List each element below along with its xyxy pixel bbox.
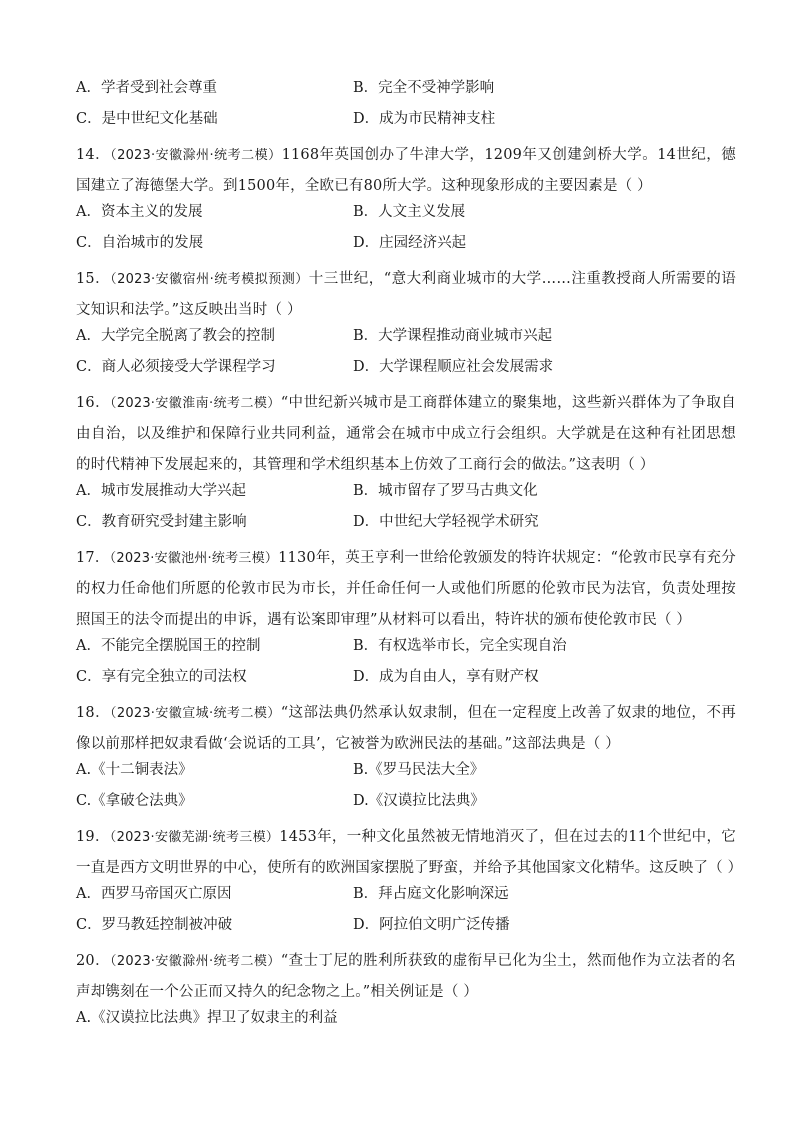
- option-c[interactable]: C．罗马教廷控制被冲破: [76, 917, 233, 933]
- option-b[interactable]: B．有权选举市长，完全实现自治: [353, 638, 567, 654]
- option-b[interactable]: B．人文主义发展: [353, 204, 466, 220]
- option-b[interactable]: B．大学课程推动商业城市兴起: [353, 328, 553, 344]
- question-14: [76, 140, 736, 253]
- option-d[interactable]: D．成为市民精神支柱: [353, 111, 496, 127]
- options-row: [76, 233, 736, 253]
- options-row: [76, 760, 736, 780]
- option-d[interactable]: D．大学课程顺应社会发展需求: [353, 359, 554, 375]
- question-number: 15．: [76, 271, 111, 287]
- question-source: （2023·安徽芜湖·统考三模）: [109, 830, 280, 845]
- options-row: [76, 326, 736, 346]
- question-number: 20．: [76, 953, 110, 969]
- question-source: （2023·安徽滁州·统考二模）: [110, 148, 282, 163]
- question-number: 18．: [76, 705, 110, 721]
- question-16: [76, 388, 736, 532]
- question-source: （2023·安徽宣城·统考二模）: [110, 706, 281, 721]
- option-a[interactable]: A．不能完全摆脱国王的控制: [76, 638, 261, 654]
- option-d[interactable]: D．成为自由人，享有财产权: [353, 669, 539, 685]
- option-c[interactable]: C．享有完全独立的司法权: [76, 669, 247, 685]
- question-source: （2023·安徽池州·统考三模）: [109, 551, 279, 566]
- question-stem: [76, 140, 736, 202]
- option-a[interactable]: A．资本主义的发展: [76, 204, 203, 220]
- question-stem: [76, 698, 736, 760]
- question-18: [76, 698, 736, 811]
- options-row: [76, 915, 736, 935]
- option-c[interactable]: C.《拿破仑法典》: [76, 793, 193, 809]
- option-a[interactable]: A．大学完全脱离了教会的控制: [76, 328, 275, 344]
- option-c[interactable]: C．是中世纪文化基础: [76, 111, 218, 127]
- question-stem: [76, 946, 736, 1008]
- question-number: 17．: [76, 550, 110, 566]
- question-15: [76, 264, 736, 377]
- option-a[interactable]: A．学者受到社会尊重: [76, 80, 217, 96]
- option-b[interactable]: B．城市留存了罗马古典文化: [353, 483, 538, 499]
- question-source: （2023·安徽淮南·统考二模）: [110, 396, 281, 411]
- question-text: 1168年英国创办了牛津大学，1209年又创建剑桥大学。14世纪，德国建立了海德堡大学。到1500年，全欧已有80所大学。这种现象形成的主要因素是（ ）: [76, 147, 736, 194]
- question-17: [76, 543, 736, 687]
- option-c[interactable]: C．自治城市的发展: [76, 235, 204, 251]
- question-stem: [76, 388, 736, 481]
- question-19: [76, 822, 743, 935]
- question-text: 1453年，一种文化虽然被无情地消灭了，但在过去的11个世纪中，它一直是西方文明世界的中心，使所有的欧洲国家摆脱了野蛮，并给予其他国家文化精华。这反映了（ ）: [76, 829, 743, 876]
- exam-page: [76, 78, 743, 1039]
- options-row: [76, 884, 736, 904]
- question-stem: [76, 822, 743, 884]
- options-row: [76, 109, 736, 129]
- option-a[interactable]: A.《十二铜表法》: [76, 762, 193, 778]
- options-row: [76, 667, 736, 687]
- options-row: [76, 1008, 736, 1028]
- question-number: 19．: [76, 829, 110, 845]
- question-13-options: [76, 78, 736, 129]
- option-b[interactable]: B．完全不受神学影响: [353, 80, 495, 96]
- question-source: （2023·安徽宿州·统考模拟预测）: [110, 272, 309, 287]
- options-row: [76, 481, 736, 501]
- options-row: [76, 202, 736, 222]
- question-text: 十三世纪，“意大利商业城市的大学……注重教授商人所需要的语文知识和法学。”这反映出当时（ ）: [76, 271, 736, 318]
- option-d[interactable]: D.《汉谟拉比法典》: [353, 793, 485, 809]
- option-d[interactable]: D．中世纪大学轻视学术研究: [353, 514, 539, 530]
- question-text: “查士丁尼的胜利所获致的虚衔早已化为尘土，然而他作为立法者的名声却镌刻在一个公正而又持久的纪念物之上。”相关例证是（ ）: [76, 953, 736, 1000]
- option-a[interactable]: A.《汉谟拉比法典》捍卫了奴隶主的利益: [76, 1010, 338, 1026]
- option-c[interactable]: C．教育研究受封建主影响: [76, 514, 247, 530]
- option-d[interactable]: D．庄园经济兴起: [353, 235, 467, 251]
- question-stem: [76, 543, 736, 636]
- option-a[interactable]: A．西罗马帝国灭亡原因: [76, 886, 232, 902]
- options-row: [76, 78, 736, 98]
- question-number: 16．: [76, 395, 110, 411]
- option-b[interactable]: B.《罗马民法大全》: [353, 762, 485, 778]
- option-c[interactable]: C．商人必须接受大学课程学习: [76, 359, 276, 375]
- question-20: [76, 946, 736, 1028]
- question-text: “这部法典仍然承认奴隶制，但在一定程度上改善了奴隶的地位，不再像以前那样把奴隶看做‘会说话的工具’，它被誉为欧洲民法的基础。”这部法典是（ ）: [76, 705, 736, 752]
- options-row: [76, 791, 736, 811]
- question-text: “中世纪新兴城市是工商群体建立的聚集地，这些新兴群体为了争取自由自治，以及维护和保障行业共同利益，通常会在城市中成立行会组织。大学就是在这种有社团思想的时代精神下发展起来的，其管理和学术组织基本上仿效了工商行会的做法。”这表明（ ）: [76, 395, 736, 473]
- question-stem: [76, 264, 736, 326]
- options-row: [76, 636, 736, 656]
- options-row: [76, 512, 736, 532]
- option-a[interactable]: A．城市发展推动大学兴起: [76, 483, 246, 499]
- question-number: 14．: [76, 147, 111, 163]
- question-source: （2023·安徽滁州·统考二模）: [110, 954, 281, 969]
- option-b[interactable]: B．拜占庭文化影响深远: [353, 886, 509, 902]
- question-text: 1130年，英王亨利一世给伦敦颁发的特许状规定：“伦敦市民享有充分的权力任命他们所愿的伦敦市民为市长，并任命任何一人或他们所愿的伦敦市民为法官，负责处理按照国王的法令而提出的申诉，遇有讼案即审理”从材料可以看出，特许状的颁布使伦敦市民（ ）: [76, 550, 736, 628]
- option-d[interactable]: D．阿拉伯文明广泛传播: [353, 917, 510, 933]
- options-row: [76, 357, 736, 377]
